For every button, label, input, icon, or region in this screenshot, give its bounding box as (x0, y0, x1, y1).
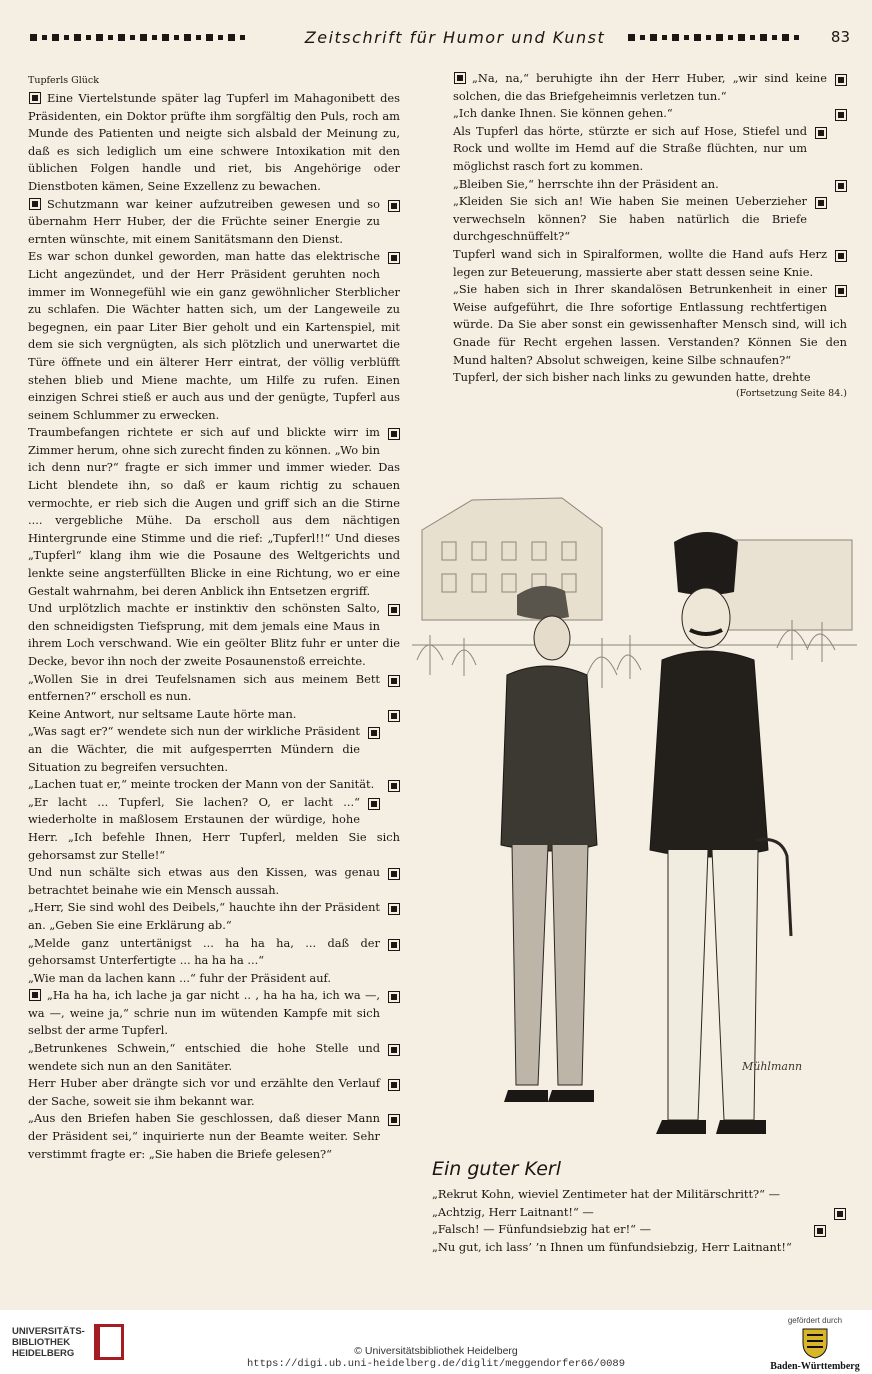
paragraph (28, 424, 400, 600)
end-mark-icon (388, 939, 400, 951)
paragraph-mark-icon (29, 198, 41, 210)
paragraph-text: Tupferl wand sich in Spiralformen, wollte die Hand aufs Herz legen zur Beteuerung, massierte aber statt dessen seine Knie. (453, 246, 827, 279)
end-mark (386, 602, 400, 620)
paragraph (28, 776, 400, 794)
paragraph (28, 987, 400, 1040)
end-mark (386, 866, 400, 884)
end-mark (386, 1077, 400, 1095)
funded-by-label: gefördert durch (787, 1316, 843, 1325)
end-mark (386, 708, 400, 726)
paragraph (28, 794, 400, 864)
end-mark-icon (388, 252, 400, 264)
end-mark (366, 796, 380, 814)
state-crest-icon (800, 1325, 830, 1359)
paragraph-text: Und nun schälte sich etwas aus den Kissen, was genau betrachtet beinahe wie ein Mensch aussah. (28, 865, 380, 897)
paragraph (453, 281, 847, 369)
library-name-line1: UNIVERSITÄTS- (12, 1326, 85, 1337)
header-ornament-right (628, 34, 824, 43)
paragraph-text: Und urplötzlich machte er instinktiv den schönsten Salto, den schneidigsten Tiefsprung, mit dem jemals eine Maus in ihrem Loch verschwand. Wie ein geölter Blitz fuhr er unter die Decke, bevor ihn noch der zweite Posaunenstoß erreichte. (28, 601, 400, 668)
paragraph-mark-icon (29, 92, 41, 104)
paragraph-mark-icon (29, 989, 41, 1001)
end-mark (386, 937, 400, 955)
paragraph-text: Als Tupferl das hörte, stürzte er sich auf Hose, Stiefel und Rock und wollte im Hemd auf die Straße flüchten, nur um möglichst rasch fort zu kommen. (453, 123, 807, 173)
header-ornament-left (30, 34, 270, 43)
end-mark (832, 1206, 846, 1224)
paragraph-text: „Aus den Briefen haben Sie geschlossen, daß dieser Mann der Präsident sei,“ inquirierte nun der Beamte weiter. Sehr verstimmt fragte er: „Sie haben die Briefe gelesen?“ (28, 1111, 380, 1161)
paragraph (432, 1221, 846, 1239)
state-name: Baden-Württemberg (770, 1361, 860, 1372)
paragraph (28, 1075, 400, 1110)
paragraph-text: Tupferl, der sich bisher nach links zu gewunden hatte, drehte (453, 370, 811, 385)
paragraph (28, 935, 400, 970)
continuation-note: (Fortsetzung Seite 84.) (736, 387, 847, 399)
paragraph-text: Traumbefangen richtete er sich auf und blickte wirr im Zimmer herum, ohne sich zurecht finden zu können. „Wo bin ich denn nur?“ fragte er sich immer und immer wieder. Das Licht blendete ihn, so daß er kaum richtig zu schauen vermochte, er rieb sich die Augen und griff sich an die Stirne .... vergebliche Mühe. Da erscholl aus dem nächtigen Hintergrunde eine Stimme und die rief: „Tupferl!!“ Und dieses „Tupferl“ klang ihm wie die Posaune des Weltgerichts und lenkte seine angsterfüllten Blicke in eine Richtung, wo er eine Gestalt wahrnahm, bei deren Anblick ihn Entsetzen ergriff. (28, 425, 400, 598)
paragraph (28, 90, 400, 196)
paragraph (28, 1040, 400, 1075)
paragraph (453, 193, 847, 246)
end-mark (386, 198, 400, 216)
paragraph (28, 864, 400, 899)
end-mark-icon (388, 780, 400, 792)
paragraph-text: Keine Antwort, nur seltsame Laute hörte man. (28, 706, 297, 721)
paragraph-text: „Melde ganz untertänigst ... ha ha ha, ... daß der gehorsamst Unterfertigte ... ha ha ha ...“ (28, 935, 380, 968)
end-mark-icon (388, 991, 400, 1003)
end-mark-icon (835, 250, 847, 262)
paragraph (453, 369, 847, 387)
joke-title: Ein guter Kerl (432, 1158, 562, 1180)
paragraph (28, 970, 400, 988)
permalink[interactable]: https://digi.ub.uni-heidelberg.de/diglit/meggendorfer66/0089 (246, 1358, 626, 1370)
end-mark (813, 195, 827, 213)
running-head: Tupferls Glück (28, 75, 99, 86)
paragraph-text: „Er lacht ... Tupferl, Sie lachen? O, er lacht ...“ wiederholte in maßlosem Erstaunen der würdige, hohe Herr. „Ich befehle Ihnen, Herr Tupferl, melden Sie sich gehorsamst zur Stelle!“ (28, 794, 400, 862)
story-left-column (28, 74, 400, 1163)
paragraph-text: „Wollen Sie in drei Teufelsnamen sich aus meinem Bett entfernen?“ erscholl es nun. (28, 671, 380, 704)
end-mark-icon (388, 903, 400, 915)
end-mark (833, 178, 847, 196)
paragraph (432, 1186, 846, 1204)
paragraph (432, 1239, 846, 1257)
paragraph-text: „Kleiden Sie sich an! Wie haben Sie meinen Ueberzieher verwechseln können? Sie haben natürlich die Briefe durchgeschnüffelt?“ (453, 194, 807, 244)
left-paragraphs (28, 90, 400, 1163)
end-mark (833, 248, 847, 266)
illustrator-signature: Mühlmann (742, 1060, 803, 1073)
footer (0, 1310, 872, 1374)
paragraph-mark-icon (454, 72, 466, 84)
end-mark-icon (388, 868, 400, 880)
story-right-column (453, 70, 847, 401)
end-mark (386, 250, 400, 268)
paragraph-text: „Achtzig, Herr Laitnant!“ — (432, 1204, 594, 1219)
end-mark-icon (388, 604, 400, 616)
paragraph-text: „Bleiben Sie,“ herrschte ihn der Präsident an. (453, 176, 719, 191)
end-mark (833, 107, 847, 125)
end-mark-icon (815, 127, 827, 139)
paragraph-text: Herr Huber aber drängte sich vor und erzählte den Verlauf der Sache, soweit sie ihm bekannt war. (28, 1076, 380, 1108)
paragraph (453, 123, 847, 176)
paragraph-text: „Betrunkenes Schwein,“ entschied die hohe Stelle und wendete sich nun an den Sanitäter. (28, 1041, 380, 1073)
page-number: 83 (830, 28, 850, 46)
copyright-notice: © Universitätsbibliothek Heidelberg (354, 1345, 518, 1357)
paragraph-text: „Sie haben sich in Ihrer skandalösen Betrunkenheit in einer Weise aufgeführt, die Ihre sofortige Entlassung rechtfertigen würde. Da Sie aber sonst ein gewissenhafter Mensch sind, will ich Gnade für Recht ergehen lassen. Verstanden? Können Sie den Mund halten? Absolut schweigen, keine Silbe schnaufen?“ (453, 282, 847, 367)
end-mark-icon (388, 1114, 400, 1126)
paragraph (28, 600, 400, 670)
paragraph-text: „Rekrut Kohn, wieviel Zentimeter hat der Militärschritt?“ — (432, 1187, 781, 1201)
end-mark-icon (835, 74, 847, 86)
paragraph-text: „Wie man da lachen kann ...“ fuhr der Präsident auf. (28, 970, 331, 985)
paragraph-text: „Herr, Sie sind wohl des Deibels,“ hauchte ihn der Präsident an. „Geben Sie eine Erklärung ab.“ (28, 900, 380, 932)
end-mark-icon (814, 1225, 826, 1237)
paragraph-text: „Lachen tuat er,“ meinte trocken der Mann von der Sanität. (28, 777, 375, 792)
end-mark (386, 1042, 400, 1060)
journal-title: Zeitschrift für Humor und Kunst (304, 28, 606, 47)
soldier-recruit (501, 586, 597, 1102)
paragraph-text: „Ha ha ha, ich lache ja gar nicht .. , ha ha ha, ich wa —, wa —, weine ja,“ schrie nun im wütenden Kampfe mit sich selbst der arme Tupferl. (28, 988, 380, 1038)
end-mark-icon (835, 180, 847, 192)
end-mark (386, 989, 400, 1007)
end-mark-icon (388, 428, 400, 440)
end-mark (386, 901, 400, 919)
paragraph-text: „Nu gut, ich lass’ ’n Ihnen um fünfundsiebzig, Herr Laitnant!“ (432, 1239, 792, 1254)
end-mark (386, 673, 400, 691)
paragraph (28, 1110, 400, 1163)
end-mark-icon (388, 675, 400, 687)
right-paragraphs (453, 70, 847, 387)
joke-text (432, 1186, 846, 1256)
illustration-soldiers (412, 470, 857, 1150)
paragraph (432, 1204, 846, 1222)
page-header (30, 28, 850, 50)
paragraph-text: „Ich danke Ihnen. Sie können gehen.“ (453, 106, 673, 121)
paragraph (453, 105, 847, 123)
paragraph (28, 196, 400, 249)
paragraph (453, 70, 847, 105)
end-mark (833, 283, 847, 301)
end-mark-icon (388, 710, 400, 722)
paragraph-text: „Falsch! — Fünfundsiebzig hat er!“ — (432, 1222, 651, 1237)
end-mark-icon (835, 285, 847, 297)
end-mark-icon (368, 727, 380, 739)
paragraph (453, 246, 847, 281)
paragraph-text: „Was sagt er?“ wendete sich nun der wirkliche Präsident an die Wächter, die mit aufgesperrten Mündern die Situation zu begreifen versuchten. (28, 724, 360, 774)
end-mark (386, 1112, 400, 1130)
library-name-line2: BIBLIOTHEK (12, 1337, 71, 1348)
end-mark-icon (388, 1079, 400, 1091)
end-mark (812, 1223, 826, 1241)
end-mark (386, 426, 400, 444)
paragraph (28, 899, 400, 934)
end-mark (833, 72, 847, 90)
paragraph (28, 723, 400, 776)
end-mark-icon (835, 109, 847, 121)
paragraph-text: Eine Viertelstunde später lag Tupferl im Mahagonibett des Präsidenten, ein Doktor prüfte ihm sorgfältig den Puls, roch am Munde des Patienten und neigte sich alsbald der Meinung zu, daß es sich lediglich um eine schwere Intoxikation mit den üblichen Folgen handle und riet, bis Angehörige oder Dienstboten kämen, Seine Exzellenz zu bewachen. (28, 91, 400, 193)
paragraph-text: Es war schon dunkel geworden, man hatte das elektrische Licht angezündet, und der Herr Präsident geruhten noch immer im Wonnegefühl wie ein ganz gewöhnlicher Sterblicher zu schlafen. Die Wächter hatten sich, um der Langeweile zu begegnen, ein paar Liter Bier geholt und ein Kartenspiel, mit dem sie sich vergnügten, als sich plötzlich und unerwartet die Türe öffnete und ein älterer Herr eintrat, der völlig verblüfft stehen blieb und Miene machte, um Hilfe zu rufen. Einen einzigen Schrei stieß er auch aus und der genügte, Tupferl aus seinem Schlummer zu erwecken. (28, 249, 400, 422)
end-mark-icon (368, 798, 380, 810)
paragraph (28, 706, 400, 724)
end-mark-icon (815, 197, 827, 209)
end-mark (366, 725, 380, 743)
paragraph (28, 671, 400, 706)
paragraph-text: Schutzmann war keiner aufzutreiben gewesen und so übernahm Herr Huber, der die Früchte seiner Energie zu ernten wünschte, mit einem Sanitätsmann den Dienst. (28, 196, 380, 246)
end-mark (813, 125, 827, 143)
paragraph (453, 176, 847, 194)
paragraph-text: „Na, na,“ beruhigte ihn der Herr Huber, „wir sind keine solchen, die das Briefgeheimnis verletzen tun.“ (453, 71, 827, 103)
joke-lines (432, 1186, 846, 1256)
funding-badge[interactable] (760, 1316, 870, 1372)
end-mark-icon (388, 200, 400, 212)
paragraph (28, 248, 400, 424)
end-mark (386, 778, 400, 796)
end-mark-icon (388, 1044, 400, 1056)
end-mark-icon (834, 1208, 846, 1220)
library-name-line3: HEIDELBERG (12, 1348, 75, 1359)
